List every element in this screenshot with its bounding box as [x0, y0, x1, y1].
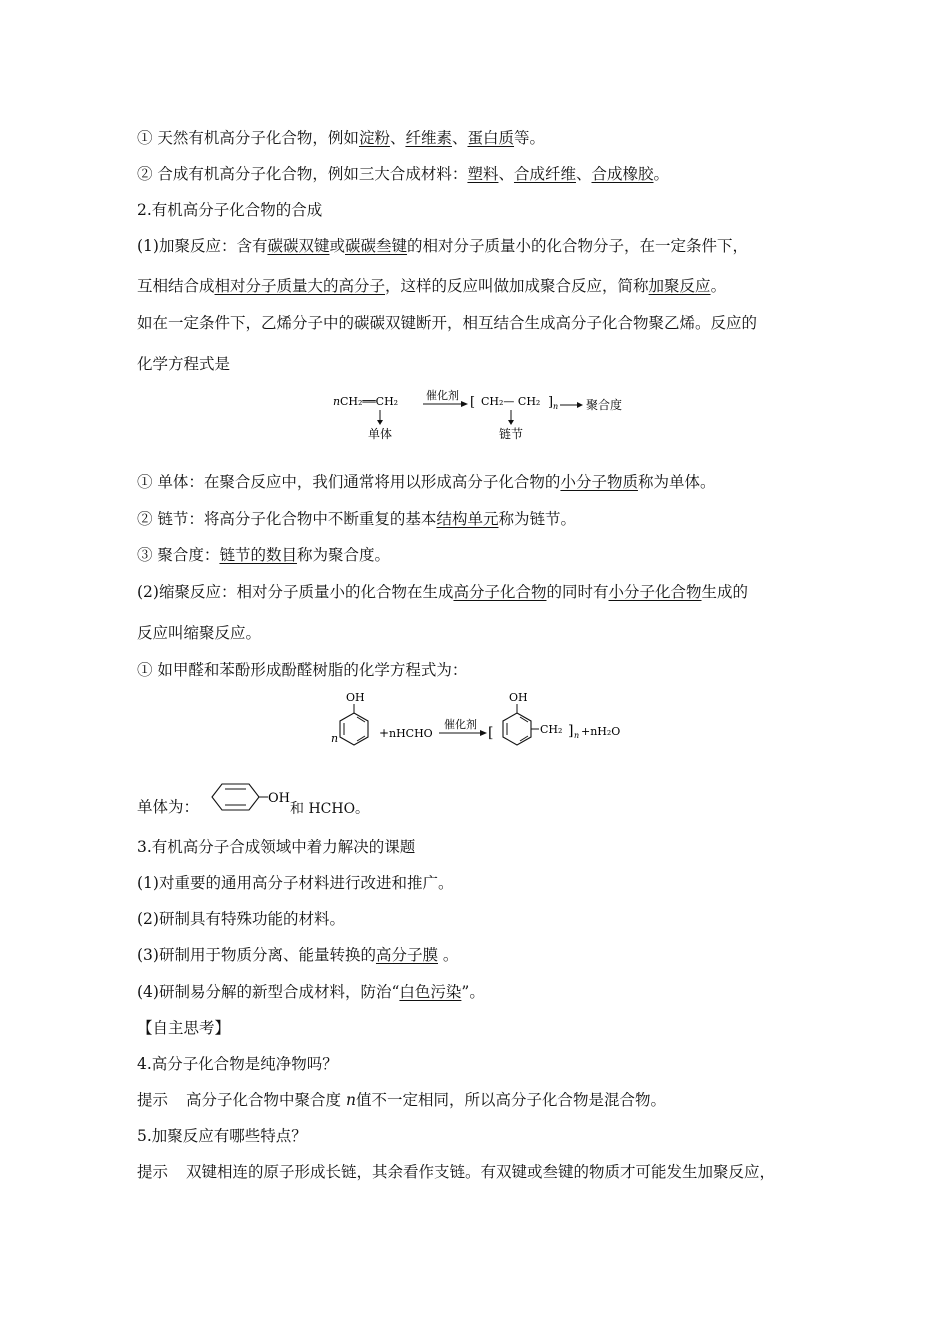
line-condensation-polymerization: (2)缩聚反应：相对分子质量小的化合物在生成高分子化合物的同时有小分子化合物生成的	[137, 583, 749, 601]
line-ethylene-example: 如在一定条件下，乙烯分子中的碳碳双键断开，相互结合生成高分子化合物聚乙烯。反应的	[137, 314, 758, 332]
section-heading-self-think: 【自主思考】	[137, 1019, 231, 1037]
eq2-subscript-n: n	[574, 731, 580, 740]
eq1-degree-arrowhead	[577, 402, 583, 408]
eq2-ring-1-inner-bond-b	[357, 736, 365, 741]
line-chain-unit-definition: ② 链节：将高分子化合物中不断重复的基本结构单元称为链节。	[137, 510, 576, 528]
eq1-product: CH₂— CH₂	[481, 395, 541, 408]
eq1-n: n	[333, 395, 341, 408]
line-natural-polymers: ① 天然有机高分子化合物，例如淀粉、纤维素、蛋白质等。	[137, 129, 546, 147]
line-condensation-cont: 反应叫缩聚反应。	[137, 624, 262, 642]
eq2-bracket-right: ]	[568, 723, 574, 739]
section-heading-research-topics: 3.有机高分子合成领域中着力解决的课题	[137, 838, 416, 856]
eq2-oh-product: OH	[509, 691, 528, 704]
line-monomer-definition: ① 单体：在聚合反应中，我们通常将用以形成高分子化合物的小分子物质称为单体。	[137, 473, 716, 491]
eq1-arrowhead	[461, 401, 468, 407]
eq1-catalyst: 催化剂	[426, 389, 459, 402]
eq1-chain-unit-pointer-head	[508, 420, 514, 425]
eq1-chain-unit-label: 链节	[499, 427, 524, 441]
question-4: 4.高分子化合物是纯净物吗？	[137, 1055, 338, 1073]
line-degree-definition: ③ 聚合度：链节的数目称为聚合度。	[137, 546, 390, 564]
line-monomers: 单体为：	[137, 798, 200, 816]
eq2-ring-2-inner-bond-c	[520, 717, 528, 722]
line-addition-polymerization: (1)加聚反应：含有碳碳双键或碳碳叁键的相对分子质量小的化合物分子，在一定条件下，	[137, 237, 749, 255]
monomer-hcho: 和 HCHO。	[290, 801, 370, 817]
section-heading-synthesis: 2.有机高分子化合物的合成	[137, 201, 323, 219]
answer-4: 提示 高分子化合物中聚合度 n值不一定相同，所以高分子化合物是混合物。	[137, 1091, 666, 1109]
eq1-subscript-n: n	[553, 402, 559, 411]
eq1-reactant: CH₂══CH₂	[340, 395, 399, 408]
eq1-bracket-left: [	[470, 395, 476, 410]
phenolic-resin-equation	[328, 688, 628, 760]
eq2-plus: +	[379, 726, 390, 740]
ethylene-polymerization-equation	[330, 388, 630, 442]
answer-5: 提示 双键相连的原子形成长链，其余看作支链。有双键或叁键的物质才可能发生加聚反应，	[137, 1163, 776, 1181]
eq2-oh-reactant: OH	[346, 691, 365, 704]
phenol-ring	[212, 784, 259, 810]
eq2-catalyst: 催化剂	[444, 718, 477, 731]
phenol-oh-label: OH	[268, 791, 290, 806]
question-5: 5.加聚反应有哪些特点？	[137, 1127, 307, 1145]
line-topic-4: (4)研制易分解的新型合成材料，防治“白色污染”。	[137, 983, 485, 1001]
line-topic-3: (3)研制用于物质分离、能量转换的高分子膜 。	[137, 946, 459, 964]
eq2-water: +nH₂O	[581, 725, 621, 738]
line-topic-2: (2)研制具有特殊功能的材料。	[137, 910, 345, 928]
eq2-arrowhead	[480, 730, 487, 736]
line-equation-intro: 化学方程式是	[137, 355, 231, 373]
eq2-ch2: CH₂	[540, 723, 563, 736]
line-phenolic-intro: ① 如甲醛和苯酚形成酚醛树脂的化学方程式为：	[137, 661, 468, 679]
eq1-monomer-label: 单体	[368, 427, 393, 441]
eq2-ring-2-inner-bond-b	[520, 736, 528, 741]
eq2-bracket-left: [	[488, 725, 494, 741]
phenol-monomer-structure	[204, 782, 296, 814]
line-addition-polymerization-cont: 互相结合成相对分子质量大的高分子，这样的反应叫做加成聚合反应，简称加聚反应。	[137, 277, 727, 295]
line-synthetic-polymers: ② 合成有机高分子化合物，例如三大合成材料：塑料、合成纤维、合成橡胶。	[137, 165, 670, 183]
eq1-degree-label: 聚合度	[586, 398, 623, 412]
line-topic-1: (1)对重要的通用高分子材料进行改进和推广。	[137, 874, 454, 892]
eq2-formaldehyde: nHCHO	[389, 727, 433, 740]
eq1-monomer-pointer-head	[377, 420, 383, 425]
eq1-bracket-right: ]	[548, 395, 554, 410]
eq2-n: n	[331, 732, 339, 745]
eq2-ring-1-inner-bond-c	[357, 717, 365, 722]
